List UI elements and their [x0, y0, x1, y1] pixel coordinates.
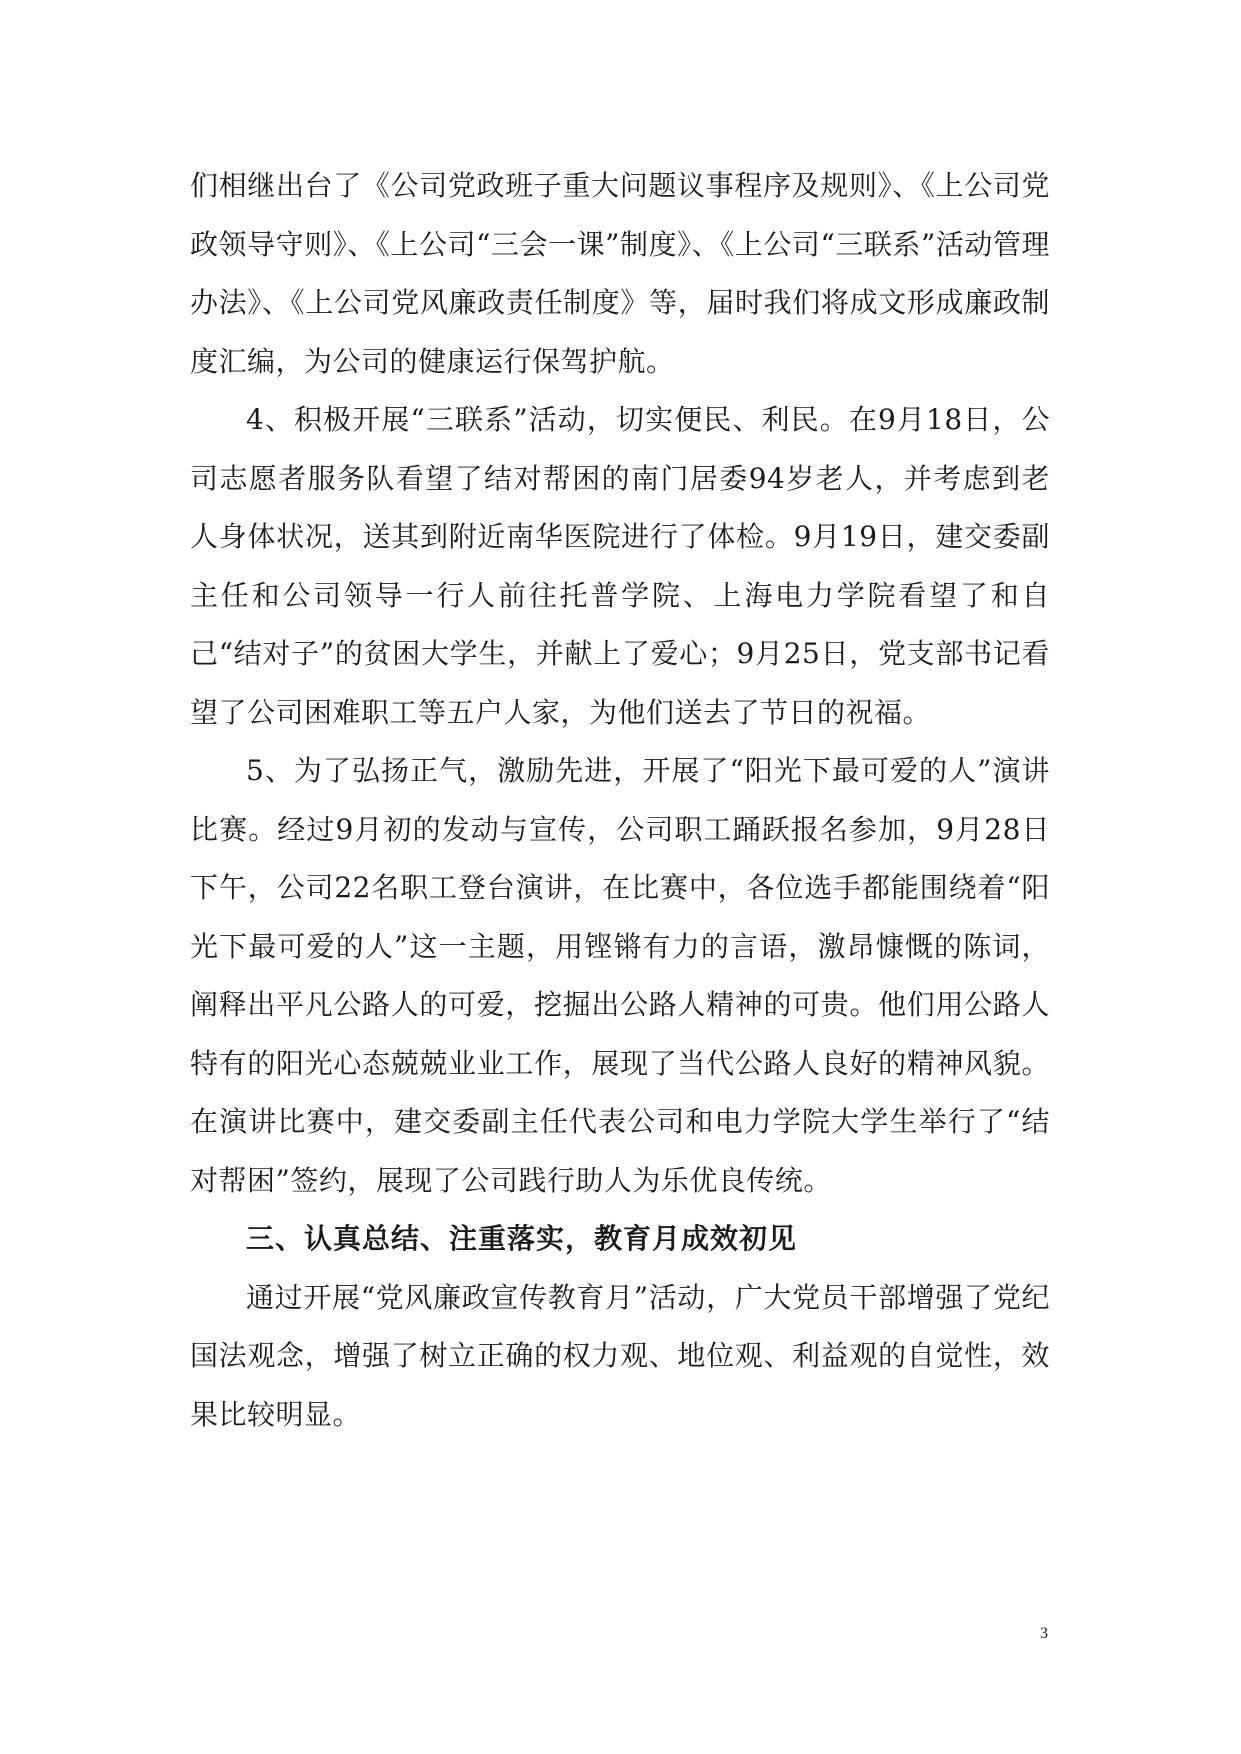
- document-body: [190, 157, 1050, 1444]
- section-heading: 三、认真总结、注重落实，教育月成效初见: [246, 1222, 798, 1255]
- paragraph-speech-contest: 5、为了弘扬正气，激励先进，开展了“阳光下最可爱的人”演讲比赛。经过9月初的发动与宣传，公司职工踊跃报名参加，9月28日下午，公司22名职工登台演讲，在比赛中，各位选手都能围绕着“阳光下最可爱的人”这一主题，用铿锵有力的言语，激昂慷慨的陈词，阐释出平凡公路人的可爱，挖掘出公路人精神的可贵。他们用公路人特有的阳光心态兢兢业业工作，展现了当代公路人良好的精神风貌。在演讲比赛中，建交委副主任代表公司和电力学院大学生举行了“结对帮困”签约，展现了公司践行助人为乐优良传统。: [190, 754, 1050, 1197]
- paragraph-regulations-continued: 们相继出台了《公司党政班子重大问题议事程序及规则》、《上公司党政领导守则》、《上公司“三会一课”制度》、《上公司“三联系”活动管理办法》、《上公司党风廉政责任制度》等，届时我们将成文形成廉政制度汇编，为公司的健康运行保驾护航。: [190, 169, 1050, 378]
- paragraph-three-contacts: 4、积极开展“三联系”活动，切实便民、利民。在9月18日，公司志愿者服务队看望了结对帮困的南门居委94岁老人，并考虑到老人身体状况，送其到附近南华医院进行了体检。9月19日，建交委副主任和公司领导一行人前往托普学院、上海电力学院看望了和自己“结对子”的贫困大学生，并献上了爱心；9月25日，党支部书记看望了公司困难职工等五户人家，为他们送去了节日的祝福。: [190, 403, 1050, 729]
- page-number: 3: [1040, 1625, 1048, 1642]
- paragraph-conclusion: 通过开展“党风廉政宣传教育月”活动，广大党员干部增强了党纪国法观念，增强了树立正确的权力观、地位观、利益观的自觉性，效果比较明显。: [190, 1280, 1050, 1431]
